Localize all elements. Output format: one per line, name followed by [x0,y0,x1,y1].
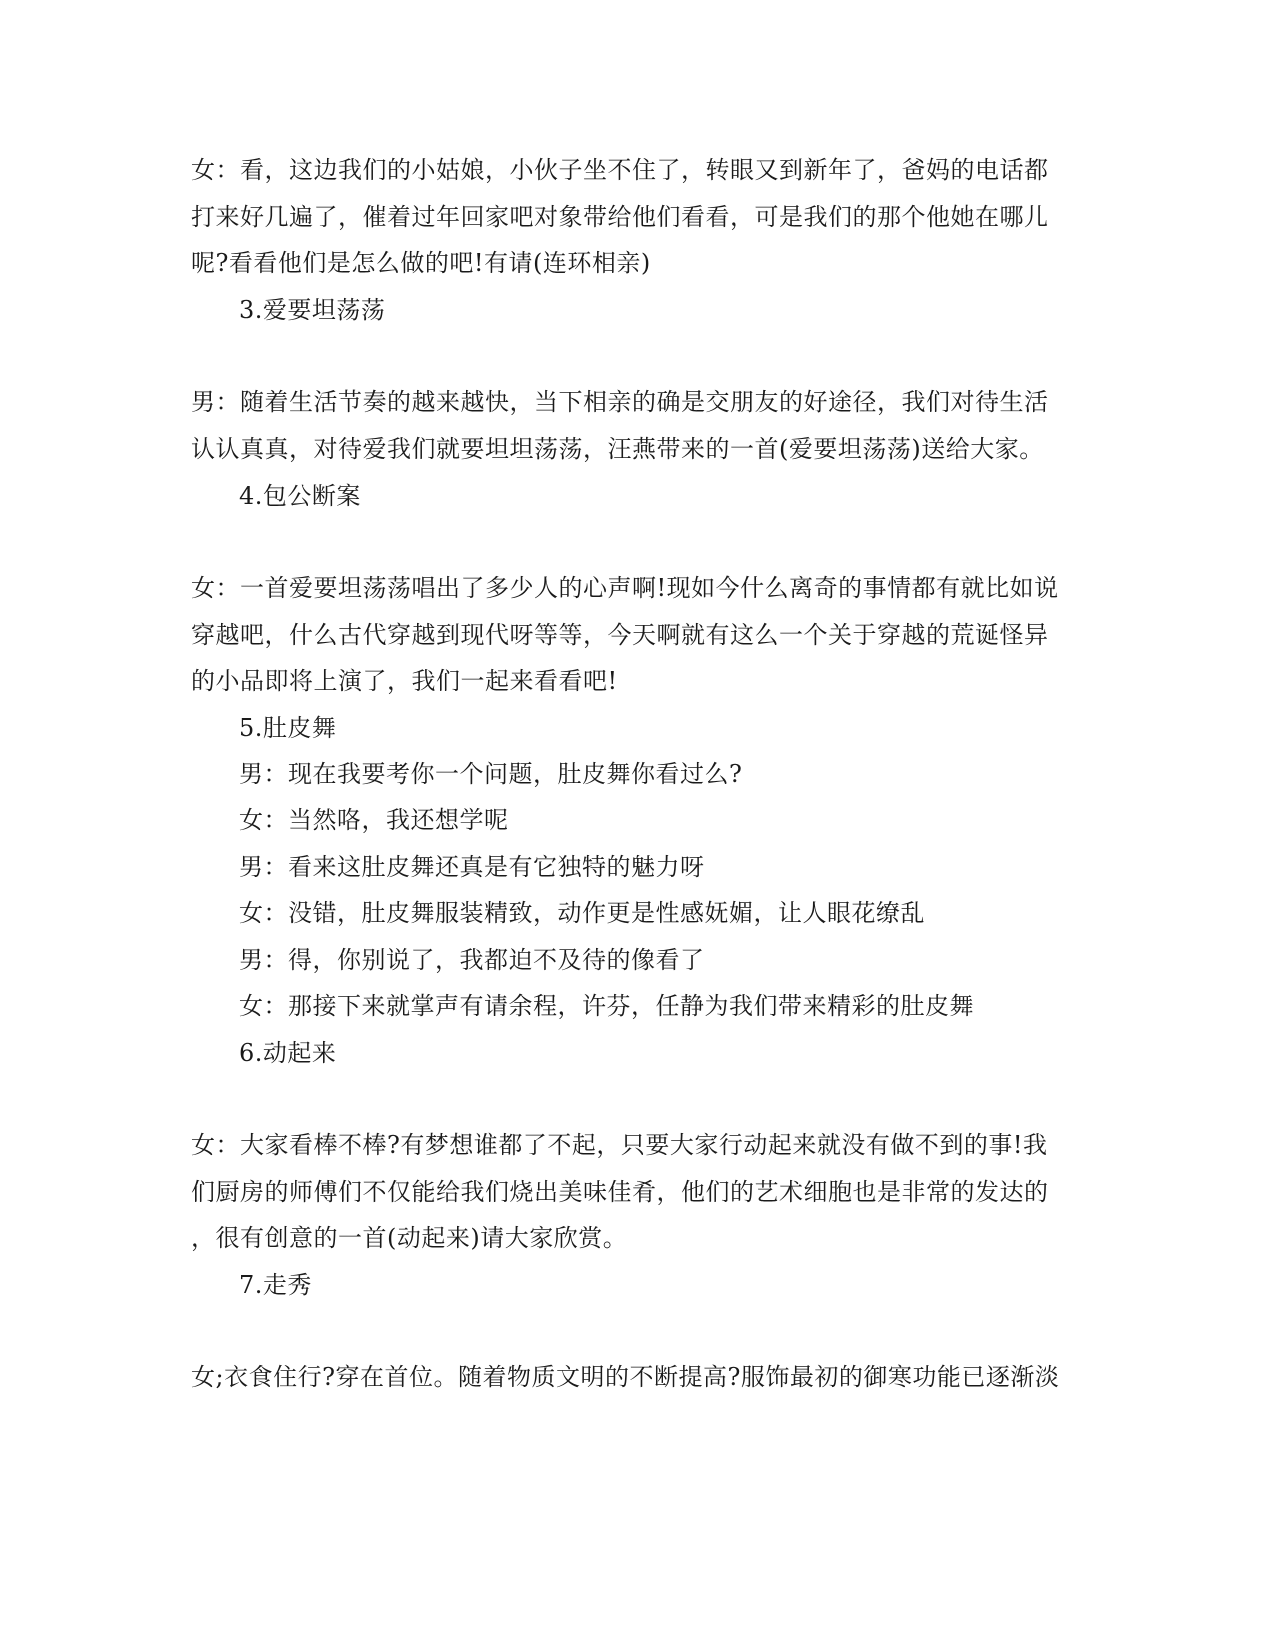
text-line: 呢?看看他们是怎么做的吧!有请(连环相亲) [191,249,651,277]
section-heading: 5.肚皮舞 [239,714,337,742]
text-line: 男：随着生活节奏的越来越快，当下相亲的确是交朋友的好途径，我们对待生活 [191,388,1049,416]
section-heading: 3.爱要坦荡荡 [239,296,386,324]
text-line: 女：看，这边我们的小姑娘，小伙子坐不住了，转眼又到新年了，爸妈的电话都 [191,156,1049,184]
dialogue-line: 男：现在我要考你一个问题，肚皮舞你看过么? [239,760,743,788]
text-line: 女;衣食住行?穿在首位。随着物质文明的不断提高?服饰最初的御寒功能已逐渐淡 [191,1363,1060,1391]
dialogue-line: 女：那接下来就掌声有请余程，许芬，任静为我们带来精彩的肚皮舞 [239,992,974,1020]
text-line: ，很有创意的一首(动起来)请大家欣赏。 [191,1224,628,1252]
text-line: 打来好几遍了，催着过年回家吧对象带给他们看看，可是我们的那个他她在哪儿 [191,203,1049,231]
section-heading: 4.包公断案 [239,482,361,510]
section-heading: 7.走秀 [239,1271,312,1299]
text-line: 女：大家看棒不棒?有梦想谁都了不起，只要大家行动起来就没有做不到的事!我 [191,1131,1048,1159]
text-line: 认认真真，对待爱我们就要坦坦荡荡，汪燕带来的一首(爱要坦荡荡)送给大家。 [191,435,1044,463]
text-line: 女：一首爱要坦荡荡唱出了多少人的心声啊!现如今什么离奇的事情都有就比如说 [191,574,1059,602]
text-line: 们厨房的师傅们不仅能给我们烧出美味佳肴，他们的艺术细胞也是非常的发达的 [191,1178,1049,1206]
section-heading: 6.动起来 [239,1039,337,1067]
text-line: 穿越吧，什么古代穿越到现代呀等等，今天啊就有这么一个关于穿越的荒诞怪异 [191,621,1049,649]
dialogue-line: 女：没错，肚皮舞服装精致，动作更是性感妩媚，让人眼花缭乱 [239,899,925,927]
text-line: 的小品即将上演了，我们一起来看看吧! [191,667,618,695]
dialogue-line: 男：看来这肚皮舞还真是有它独特的魅力呀 [239,853,705,881]
dialogue-line: 男：得，你别说了，我都迫不及待的像看了 [239,946,705,974]
dialogue-line: 女：当然咯，我还想学呢 [239,806,509,834]
